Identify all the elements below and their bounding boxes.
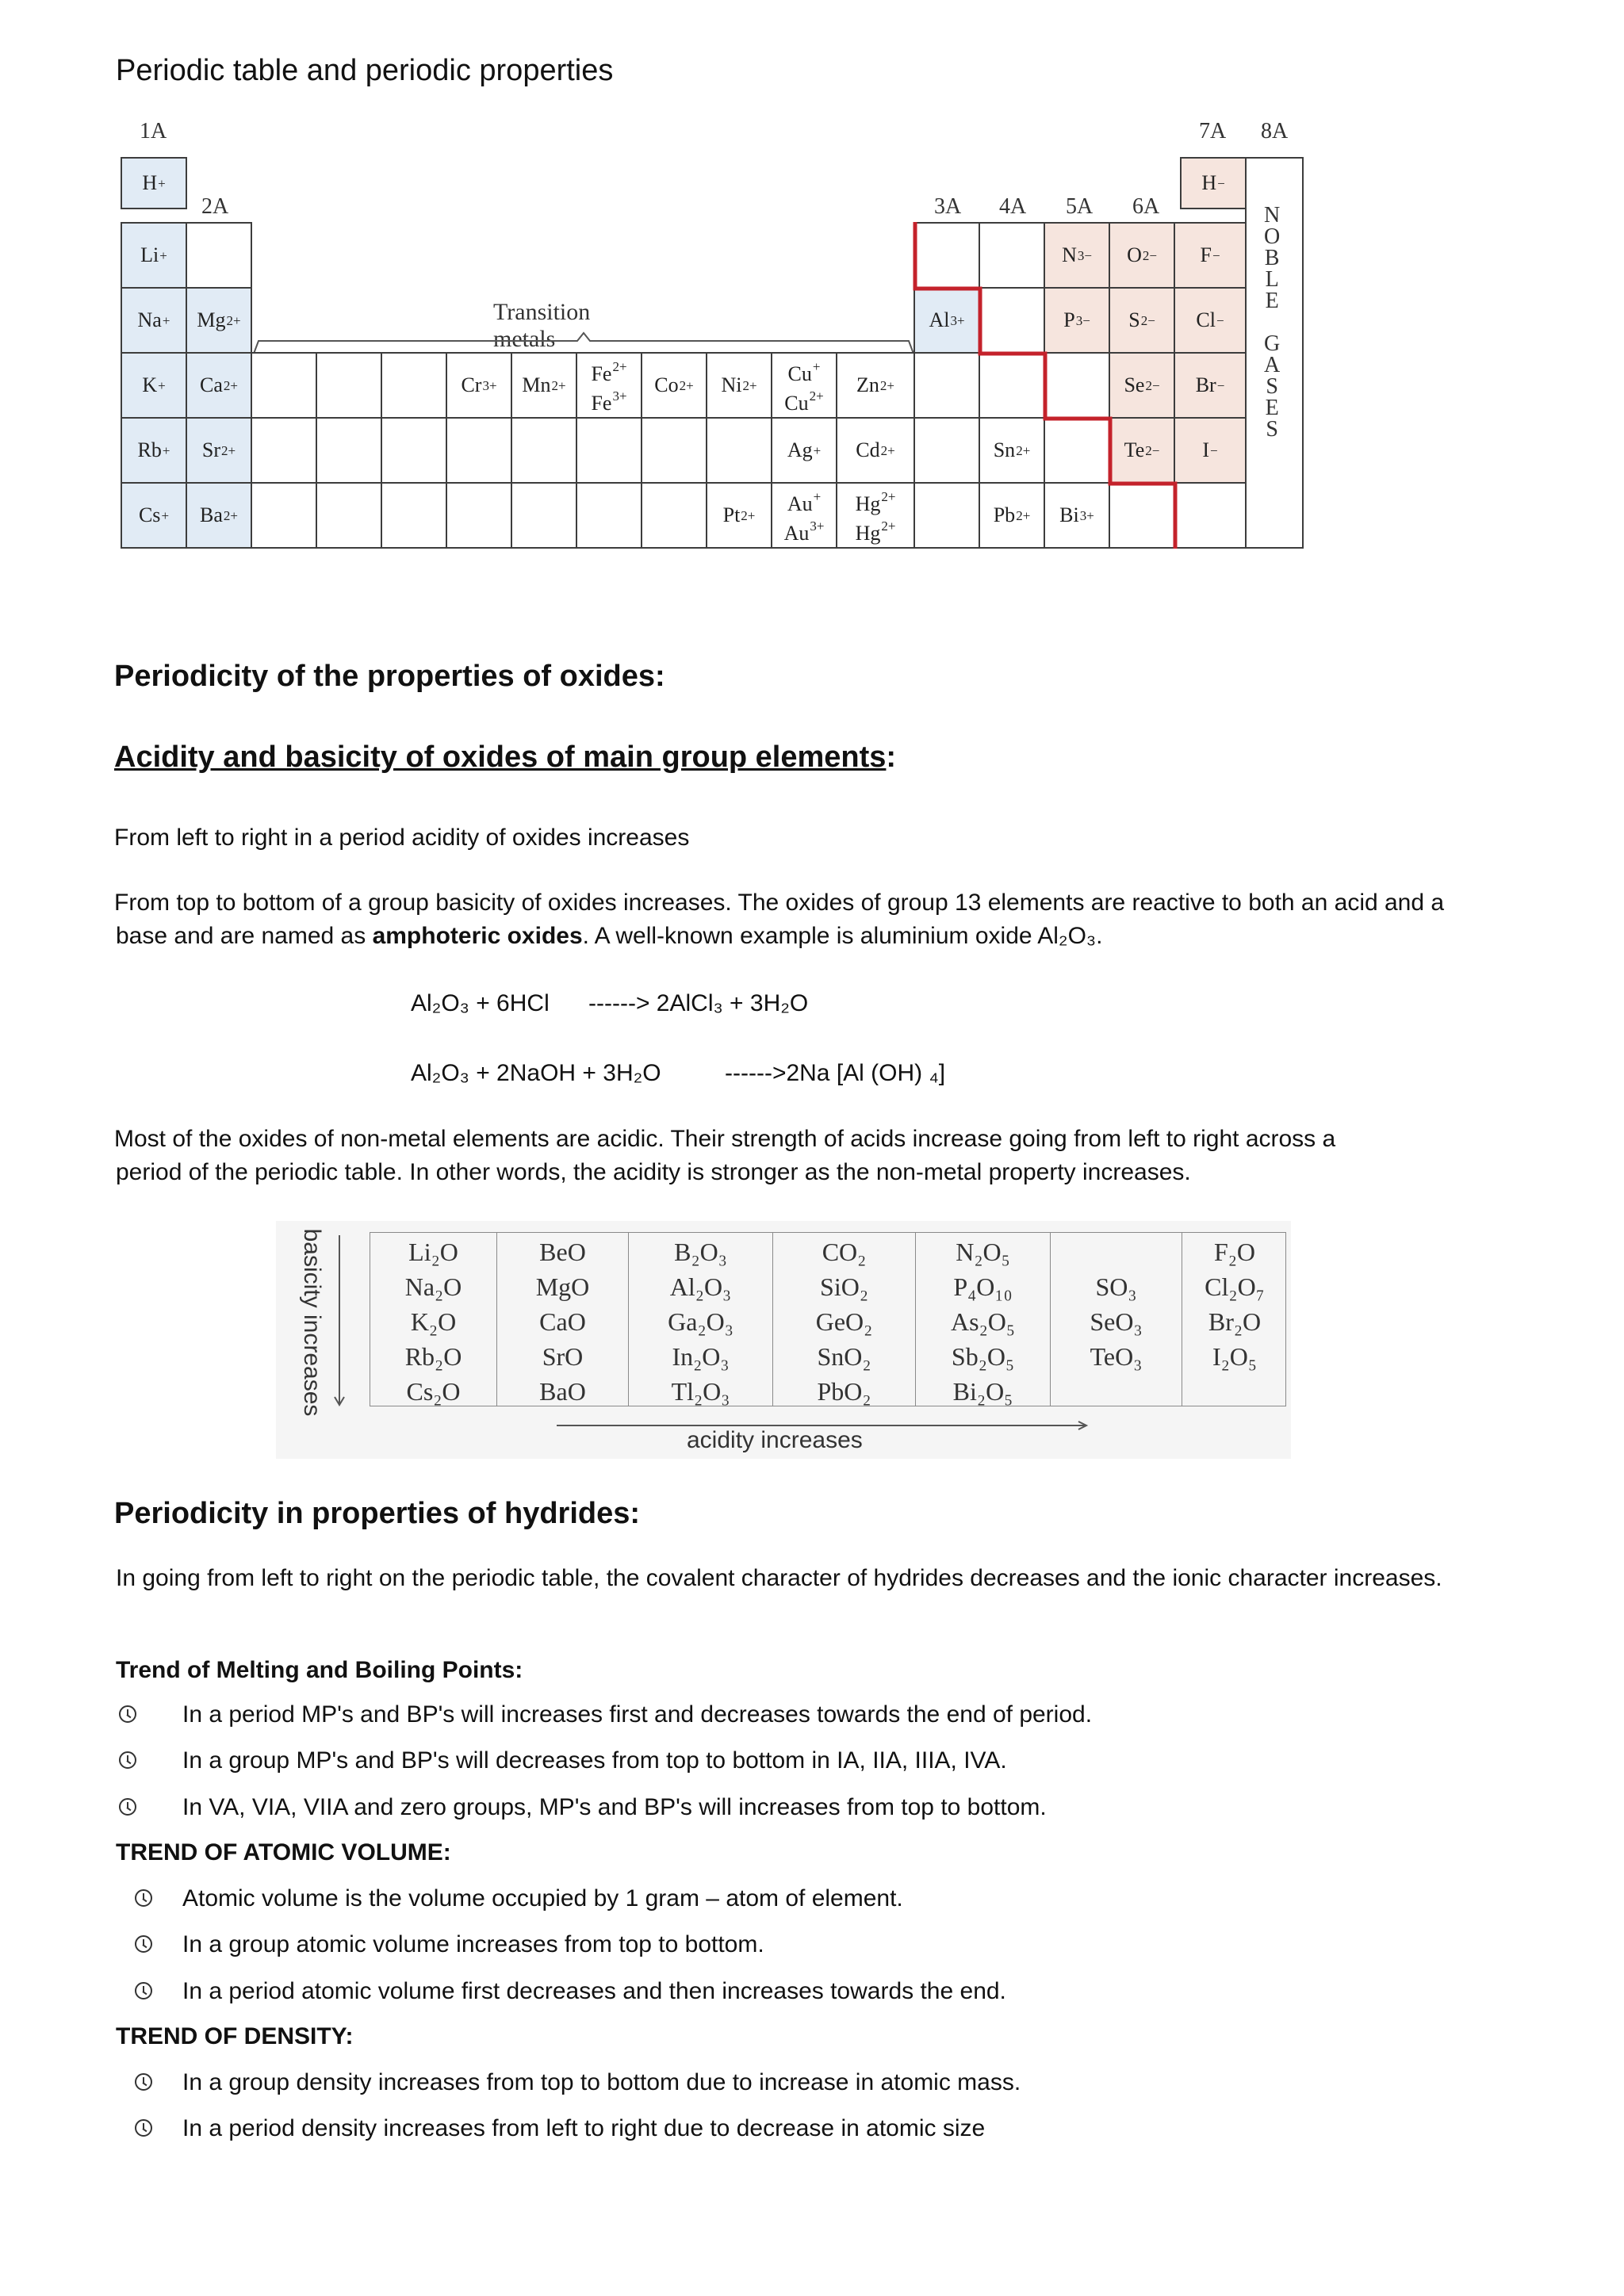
oxide-formula [1182, 1374, 1287, 1409]
clock-bullet-icon [135, 1935, 152, 1953]
ion-sn: Sn 2+ [979, 417, 1045, 484]
oxide-formula: SnO₂ [817, 1342, 871, 1371]
oxide-formula: Bi₂O₅ [952, 1377, 1013, 1406]
pt-empty-cell [381, 482, 447, 549]
ion-f: F − [1174, 222, 1247, 289]
oxides-subheading: Acidity and basicity of oxides of main group elements: [114, 740, 897, 774]
ion-cr: Cr 3+ [446, 352, 512, 419]
pt-empty-cell [381, 417, 447, 484]
ion-cl: Cl − [1174, 287, 1247, 354]
equation-2-products: ------>2Na [Al (OH) ₄] [725, 1060, 946, 1086]
oxide-formula: N₂O₅ [956, 1238, 1010, 1266]
oxide-formula: MgO [535, 1272, 590, 1301]
ion-fe: $Fe^{2+}$ $Fe^{3+}$ [576, 352, 642, 419]
group-label-7a: 7A [1199, 119, 1227, 144]
pt-empty-cell [576, 417, 642, 484]
oxide-formula [1051, 1374, 1182, 1409]
oxide-formula: As₂O₅ [951, 1307, 1015, 1336]
oxide-formula: Cl₂O₇ [1205, 1272, 1265, 1301]
ion-bi: Bi 3+ [1044, 482, 1110, 549]
group-label-2a: 2A [201, 194, 229, 219]
oxide-formula: PbO₂ [817, 1377, 871, 1406]
density-item: In a group density increases from top to bottom due to increase in atomic mass. [182, 2069, 1021, 2095]
oxide-formula: SO₃ [1095, 1272, 1137, 1301]
ion-ag: Ag + [771, 417, 837, 484]
oxide-formula: Cs₂O [406, 1377, 461, 1406]
acidity-increases-label: acidity increases [687, 1427, 863, 1453]
oxides-para-3a: Most of the oxides of non-metal elements are acidic. Their strength of acids increase going from left to right across a [114, 1126, 1336, 1152]
oxide-formula: Rb₂O [404, 1342, 462, 1371]
mp-bp-item: In a period MP's and BP's will increases first and decreases towards the end of period. [182, 1701, 1093, 1728]
oxide-formula: I₂O₅ [1212, 1342, 1258, 1371]
ion-al: Al 3+ [914, 287, 980, 354]
oxide-formula: K₂O [410, 1307, 457, 1336]
ion-p: P 3− [1044, 287, 1110, 354]
clock-bullet-icon [135, 1889, 152, 1907]
pt-empty-cell [706, 417, 772, 484]
ion-i: I − [1174, 417, 1247, 484]
clock-bullet-icon [119, 1705, 136, 1723]
ion-h-plus: H + [121, 157, 187, 209]
ion-cd: Cd 2+ [836, 417, 915, 484]
pt-empty-cell [511, 482, 577, 549]
ion-se: Se 2− [1109, 352, 1175, 419]
oxide-formula [1051, 1234, 1182, 1269]
ion-cu: Cu+ $Cu^{2+}$ [771, 352, 837, 419]
oxides-para-1: From left to right in a period acidity of oxides increases [114, 825, 690, 851]
pt-empty-cell [316, 482, 382, 549]
oxide-column [1051, 1233, 1182, 1406]
equation-2-reactants: Al₂O₃ + 2NaOH + 3H₂O [411, 1060, 661, 1086]
oxide-formula: Tl₂O₃ [671, 1377, 730, 1406]
equation-1-products: ------> 2AlCl₃ + 3H₂O [588, 990, 809, 1016]
pt-empty-cell [446, 417, 512, 484]
pt-empty-cell [186, 222, 252, 289]
pt-empty-cell [251, 352, 317, 419]
basicity-increases-label: basicity increases [299, 1228, 325, 1417]
oxide-formula: Al₂O₃ [669, 1272, 732, 1301]
oxide-formula: SrO [542, 1342, 584, 1371]
density-item: In a period density increases from left to right due to decrease in atomic size [182, 2115, 986, 2141]
atomic-volume-item: Atomic volume is the volume occupied by 1 gram – atom of element. [182, 1885, 903, 1911]
oxide-formula: BeO [539, 1238, 586, 1266]
oxide-column [629, 1233, 773, 1406]
ion-sr: Sr 2+ [186, 417, 252, 484]
pt-empty-cell [641, 417, 707, 484]
atomic-volume-item: In a period atomic volume first decreases and then increases towards the end. [182, 1978, 1006, 2004]
oxide-formula: BaO [539, 1377, 586, 1406]
oxide-formula: Li₂O [408, 1238, 458, 1266]
pt-empty-cell [511, 417, 577, 484]
metalloid-staircase-line [906, 214, 1310, 563]
oxide-formula: P₄O₁₀ [953, 1272, 1013, 1301]
oxide-formula: SeO₃ [1090, 1307, 1143, 1336]
noble-gases-label: N O B L E G A S E S [1264, 203, 1281, 442]
atomic-volume-item: In a group atomic volume increases from top to bottom. [182, 1931, 764, 1957]
ion-ni: Ni 2+ [706, 352, 772, 419]
oxides-para-2b: base and are named as amphoteric oxides. A well-known example is aluminium oxide Al₂O₃. [116, 923, 1103, 949]
ion-na: Na + [121, 287, 187, 354]
oxide-table [370, 1232, 1286, 1406]
ion-n: N 3− [1044, 222, 1110, 289]
density-heading: TREND OF DENSITY: [116, 2023, 354, 2049]
ion-o: O 2− [1109, 222, 1175, 289]
pt-empty-cell [576, 482, 642, 549]
oxide-formula: F₂O [1213, 1238, 1256, 1266]
ion-zn: Zn 2+ [836, 352, 915, 419]
mp-bp-item: In a group MP's and BP's will decreases from top to bottom in IA, IIA, IIIA, IVA. [182, 1747, 1007, 1774]
pt-empty-cell [251, 417, 317, 484]
group-label-5a: 5A [1066, 194, 1094, 219]
oxide-formula: In₂O₃ [672, 1342, 730, 1371]
ion-ca: Ca 2+ [186, 352, 252, 419]
page-title: Periodic table and periodic properties [116, 54, 614, 87]
ion-co: Co 2+ [641, 352, 707, 419]
ion-mg: Mg 2+ [186, 287, 252, 354]
oxides-para-3b: period of the periodic table. In other words, the acidity is stronger as the non-metal property increases. [116, 1159, 1191, 1185]
group-label-8a: 8A [1261, 119, 1289, 144]
oxide-formula: CO₂ [822, 1238, 867, 1266]
oxide-formula: CaO [539, 1307, 586, 1336]
clock-bullet-icon [135, 2073, 152, 2091]
pt-empty-cell [381, 352, 447, 419]
atomic-volume-heading: TREND OF ATOMIC VOLUME: [116, 1839, 451, 1866]
clock-bullet-icon [135, 1982, 152, 1999]
pt-empty-cell [316, 352, 382, 419]
clock-bullet-icon [135, 2119, 152, 2137]
mp-bp-item: In VA, VIA, VIIA and zero groups, MP's and BP's will increases from top to bottom. [182, 1794, 1047, 1820]
oxide-formula: B₂O₃ [674, 1238, 727, 1266]
basicity-arrow [331, 1234, 347, 1411]
pt-empty-cell [641, 482, 707, 549]
oxide-formula: Sb₂O₅ [951, 1342, 1015, 1371]
oxide-column [773, 1233, 916, 1406]
oxides-para-2a: From top to bottom of a group basicity of oxides increases. The oxides of group 13 elements are reactive to both an acid and a [114, 890, 1445, 916]
ion-br: Br − [1174, 352, 1247, 419]
oxide-column [916, 1233, 1051, 1406]
group-label-4a: 4A [999, 194, 1027, 219]
oxide-formula: SiO₂ [820, 1272, 868, 1301]
equation-1-reactants: Al₂O₃ + 6HCl [411, 990, 550, 1016]
group-label-3a: 3A [934, 194, 962, 219]
oxide-formula: TeO₃ [1090, 1342, 1143, 1371]
ion-hg: $Hg^{2+}$ $Hg^{2+}$ [836, 482, 915, 549]
pt-empty-cell [446, 482, 512, 549]
ion-k: K + [121, 352, 187, 419]
ion-ba: Ba 2+ [186, 482, 252, 549]
group-label-6a: 6A [1132, 194, 1160, 219]
ion-au: Au+ $Au^{3+}$ [771, 482, 837, 549]
group-label-1a: 1A [140, 119, 167, 144]
ion-cs: Cs + [121, 482, 187, 549]
clock-bullet-icon [119, 1751, 136, 1769]
ion-h-minus: H − [1180, 157, 1247, 209]
mp-bp-heading: Trend of Melting and Boiling Points: [116, 1657, 523, 1683]
ion-te: Te 2− [1109, 417, 1175, 484]
oxide-formula: Br₂O [1208, 1307, 1262, 1336]
ion-li: Li + [121, 222, 187, 289]
oxides-heading: Periodicity of the properties of oxides: [114, 660, 665, 693]
oxide-formula: GeO₂ [815, 1307, 873, 1336]
oxide-formula: Na₂O [404, 1272, 462, 1301]
ion-s: S 2− [1109, 287, 1175, 354]
ion-rb: Rb + [121, 417, 187, 484]
hydrides-para: In going from left to right on the periodic table, the covalent character of hydrides decreases and the ionic character increases. [116, 1565, 1442, 1591]
pt-empty-cell [316, 417, 382, 484]
clock-bullet-icon [119, 1798, 136, 1816]
transition-metals-label: Transition metals [493, 299, 591, 352]
ion-pt: Pt 2+ [706, 482, 772, 549]
oxide-column [370, 1233, 497, 1406]
ion-pb: Pb 2+ [979, 482, 1045, 549]
hydrides-heading: Periodicity in properties of hydrides: [114, 1497, 641, 1530]
pt-empty-cell [251, 482, 317, 549]
ion-mn: Mn 2+ [511, 352, 577, 419]
oxide-column [1182, 1233, 1287, 1406]
basicity-label-wrap [298, 1228, 325, 1417]
oxide-column [497, 1233, 629, 1406]
oxide-formula: Ga₂O₃ [668, 1307, 733, 1336]
